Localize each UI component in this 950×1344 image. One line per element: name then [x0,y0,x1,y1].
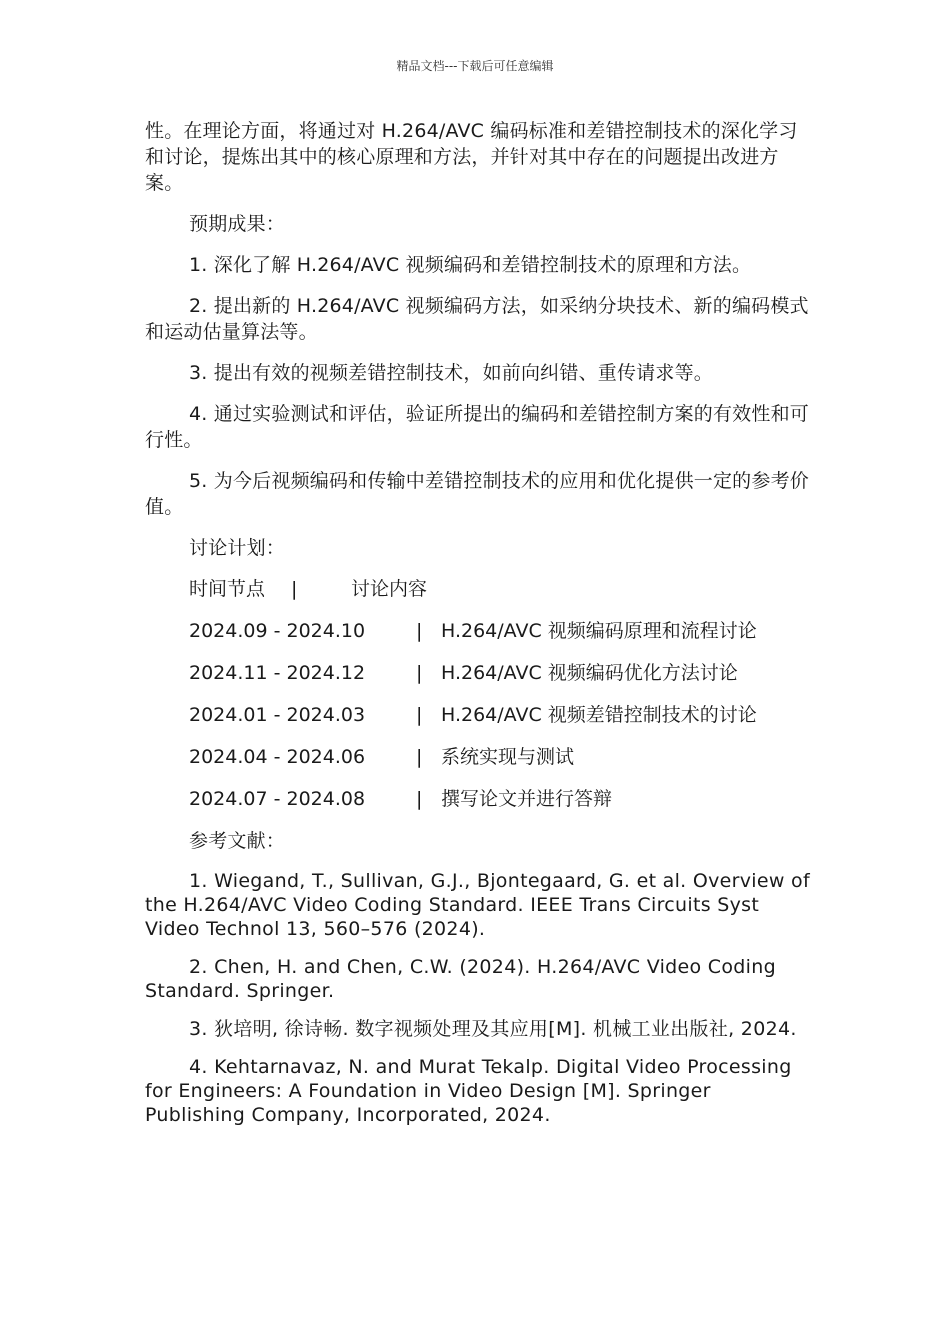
plan-row-content: H.264/AVC 视频编码原理和流程讨论 [441,620,757,642]
plan-row-time: 2024.11 - 2024.12 [189,662,366,684]
plan-table-header [189,576,810,602]
plan-row [189,702,810,728]
plan-row-content: 系统实现与测试 [441,746,575,768]
expected-item: 1. 深化了解 H.264/AVC 视频编码和差错控制技术的原理和方法。 [189,254,752,276]
reference-item: 3. 狄培明, 徐诗畅. 数字视频处理及其应用[M]. 机械工业出版社, 2024. [189,1018,797,1040]
plan-row-time: 2024.01 - 2024.03 [189,704,366,726]
plan-header-content: 讨论内容 [351,578,428,600]
plan-row-time: 2024.07 - 2024.08 [189,788,366,810]
plan-header-time: 时间节点 [189,578,266,600]
plan-row-time: 2024.04 - 2024.06 [189,746,366,768]
reference-item: 2. Chen, H. and Chen, C.W. (2024). H.264/AVC Video Coding Standard. Springer. [145,956,776,1002]
expected-item: 4. 通过实验测试和评估，验证所提出的编码和差错控制方案的有效性和可行性。 [145,403,809,451]
plan-header-separator: | [291,578,298,600]
expected-item: 2. 提出新的 H.264/AVC 视频编码方法，如采纳分块技术、新的编码模式和运动估量算法等。 [145,295,809,343]
plan-row-separator: | [416,788,423,810]
plan-row-separator: | [416,662,423,684]
intro-paragraph: 性。在理论方面，将通过对 H.264/AVC 编码标准和差错控制技术的深化学习和讨论，提炼出其中的核心原理和方法，并针对其中存在的问题提出改进方案。 [145,120,798,194]
plan-row-separator: | [416,746,423,768]
plan-title: 讨论计划： [189,537,286,559]
plan-row-separator: | [416,620,423,642]
page-header: 精品文档---下载后可任意编辑 [396,59,554,73]
plan-row-separator: | [416,704,423,726]
plan-row-content: H.264/AVC 视频编码优化方法讨论 [441,662,738,684]
plan-row [189,744,810,770]
plan-row [189,660,810,686]
plan-row-content: 撰写论文并进行答辩 [441,788,613,810]
plan-row-time: 2024.09 - 2024.10 [189,620,366,642]
document-body [145,118,810,1141]
plan-row [189,786,810,812]
reference-item: 1. Wiegand, T., Sullivan, G.J., Bjontegaard, G. et al. Overview of the H.264/AVC Video Coding Standard. IEEE Trans Circuits Syst Video Technol 13, 560–576 (2024). [145,870,810,940]
plan-row [189,618,810,644]
reference-item: 4. Kehtarnavaz, N. and Murat Tekalp. Digital Video Processing for Engineers: A Foundation in Video Design [M]. Springer Publishing Company, Incorporated, 2024. [145,1056,792,1126]
expected-item: 5. 为今后视频编码和传输中差错控制技术的应用和优化提供一定的参考价值。 [145,470,809,518]
expected-results-title: 预期成果： [189,213,286,235]
plan-row-content: H.264/AVC 视频差错控制技术的讨论 [441,704,757,726]
references-title: 参考文献： [189,830,286,852]
expected-item: 3. 提出有效的视频差错控制技术，如前向纠错、重传请求等。 [189,362,713,384]
